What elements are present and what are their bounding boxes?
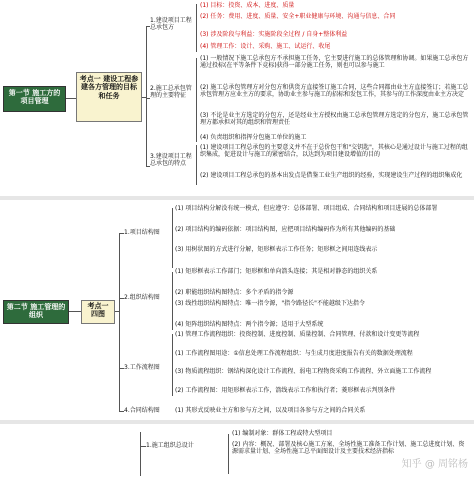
- section2-branch2-item: (4) 矩阵组织结构图特点：两个指令源；适用于大型系统: [175, 321, 324, 328]
- section2-branch1-item: (3) 用树状图的方式进行分解，矩形框表示工作任务；矩形框之间用连线表示: [175, 246, 378, 253]
- section1-title: 第一节 施工方的项目管理: [3, 86, 66, 112]
- section1-branch3-item: (2) 建设项目工程总承包的基本出发点是借鉴工业生产组织的经验，实现建设生产过程的组织集成化: [200, 172, 463, 179]
- section1-branch2-item: (4) 负责组织和指挥分包施工单位的施工: [200, 134, 307, 141]
- section-divider: [0, 420, 474, 424]
- section2-branch3-item: (2) 工作流程图：用矩形框表示工作，箭线表示工作和执行者；菱形框表示判别条件: [175, 387, 396, 394]
- section2-branch4-label: 4.合同结构图: [124, 407, 160, 414]
- section2-branch1-item: (1) 项目结构分解没有统一模式，但应遵守：总体部署、项目组成、合同结构和项目进展的总体部署: [175, 205, 438, 212]
- section3-branch1-item: (1) 编制对象：群体工程或特大型项目: [232, 430, 333, 437]
- section2-branch3-label: 3.工作流程图: [124, 364, 160, 371]
- section1-branch3-item: (1) 建设项目工程总承包的主要意义并不在于总价包干和"交钥匙"，其核心是通过设计与施工过程的组织集成，促进设计与施工的紧密结合，以达到为项目建设增值的目的: [200, 144, 468, 159]
- section2-branch2-item: (1) 矩形框表示工作部门；矩形框和单向箭头连接；其是相对静态的组织关系: [175, 268, 378, 275]
- section2-branch2-label: 2.组织结构图: [124, 294, 160, 301]
- section2-branch3-item: (3) 物质流程组织：钢结构深化设计工作流程、弱电工程物资采购工作流程、外立面施工工作流程: [175, 368, 432, 375]
- section1-branch2-item: (2) 施工总承包管理方对分包方和供货方直接签订施工合同，这些合同都由业主方直接签订；若施工总承包管理方应业主方的要求，协助业主参与施工的招标和发包工作，其参与的工作深度由业主方决定: [200, 84, 469, 99]
- section2-keypoint: 考点一 四图: [81, 300, 115, 324]
- section-divider: [0, 196, 474, 200]
- section2-branch2-item: (2) 职能组织结构图特点：多个矛盾的指令源: [175, 289, 294, 296]
- section1-keypoint: 考点一 建设工程参建各方管理的目标和任务: [76, 72, 142, 122]
- section1-branch2-item: (3) 不论是业主方选定的分包方，还是经业主方授权由施工总承包管理方选定的分包方，施工总承包管理方都承担对其的组织和管理责任: [200, 112, 469, 127]
- section2-title: 第二节 施工管理的组织: [3, 300, 69, 324]
- section2-branch2-item: (3) 线性组织结构图特点：唯一指令源，"指令路径长"不能越级下达指令: [175, 300, 365, 307]
- section1-branch1-item: (2) 任务：费用、进度、质量、安全+职业健康与环境、沟通与信息、合同: [200, 13, 396, 20]
- section1-branch2-label: 2.施工总承包管理的主要特征: [150, 85, 192, 100]
- section2-branch1-label: 1.项目结构图: [124, 229, 160, 236]
- section2-branch4-item: (1) 其形式反映业主方和参与方之间，以及项目各参与方之间的合同关系: [175, 407, 366, 414]
- section1-branch3-label: 3.建设项目工程总承包的特点: [150, 153, 192, 168]
- section1-branch1-label: 1.建设项目工程总承包方: [150, 17, 192, 32]
- section1-branch1-item: (3) 涉及阶段与利益：实施阶段全过程 / 自身+整体利益: [200, 31, 348, 38]
- section2-branch1-item: (2) 项目结构的编码依据：项目结构图，应把项目结构编码作为所有其他编码的基础: [175, 226, 396, 233]
- section1-branch1-item: (1) 目标：投资、成本、进度、质量: [200, 2, 295, 9]
- section2-branch3-item: (1) 工作流程图用途：①信息处理工作流程组织：与生成月度进度报告有关的数据处理流程: [175, 350, 413, 357]
- watermark: 知乎 @ 周铭杨: [401, 459, 468, 470]
- section3-branch1-item: (2) 内容：概况、部署及核心施工方案、全场性施工准备工作计划、施工总进度计划、资源需求量计划、全场性施工总平面图设计及主要技术经济指标: [232, 441, 465, 456]
- section2-branch3-item: (1) 管理工作流程组织：投资控制、进度控制、质量控制、合同管理、付款和设计变更等流程: [175, 331, 420, 338]
- section1-branch2-item: (1) 一般情况下施工总承包方不承担施工任务，它主要进行施工的总体管理和协调。如果施工总承包方通过投标(在平等条件下竞标)获得一部分施工任务，则也可以参与施工: [200, 55, 469, 70]
- section1-branch1-item: (4) 管理工作：设计、采购、施工、试运行、收尾: [200, 43, 331, 50]
- section3-branch1-label: 1.施工组织总设计: [146, 442, 194, 449]
